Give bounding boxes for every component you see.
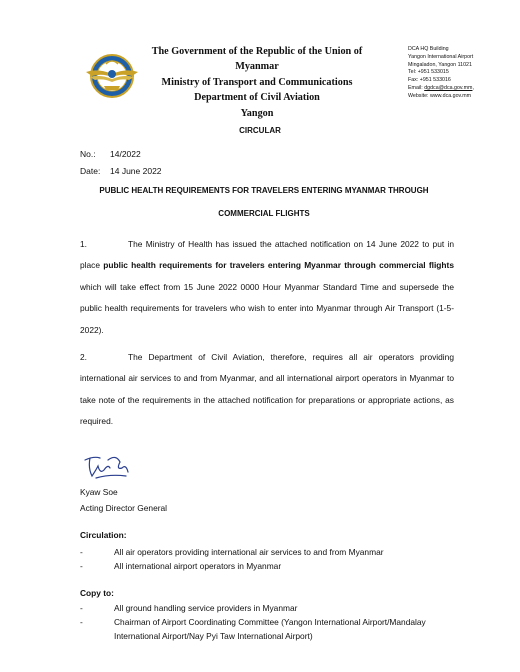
email-label: Email: [408, 84, 425, 91]
list-item [80, 545, 450, 559]
signatory-block [80, 484, 167, 516]
email-line [408, 85, 518, 93]
signatory-title: Acting Director General [80, 503, 168, 513]
circulation-list [80, 545, 450, 573]
signature-icon [82, 452, 132, 484]
circular-date-row [80, 163, 162, 180]
circular-meta [80, 146, 162, 179]
number-label: No.: [80, 149, 96, 159]
number-value: 14/2022 [110, 149, 141, 159]
paragraph-text: which will take effect from 15 June 2022 0000 Hour Myanmar Standard Time and supersede the public health requirements for travelers who wish to enter into Myanmar through Air Transport (1-5-2022). [80, 281, 454, 335]
list-item-text: Chairman of Airport Coordinating Committee (Yangon International Airport/Mandalay International Airport/Nay Pyi Taw International Airport) [114, 617, 426, 641]
dca-emblem-icon [82, 46, 142, 106]
contact-line: DCA HQ Building [408, 46, 449, 52]
date-label: Date: [80, 165, 101, 176]
bullet: - [80, 561, 83, 571]
org-line: Yangon [240, 107, 274, 119]
date-value: 14 June 2022 [110, 165, 162, 176]
list-item-text: All international airport operators in Myanmar [114, 561, 282, 571]
subject-line-1: PUBLIC HEALTH REQUIREMENTS FOR TRAVELERS ENTERING MYANMAR THROUGH [99, 186, 429, 195]
org-line: The Government of the Republic of the Union of Myanmar [151, 46, 363, 73]
list-item [80, 559, 450, 573]
paragraph-text: The Ministry of Health has issued the attached notification on 14 June 2022 to put in place [80, 239, 454, 271]
paragraph-2 [80, 347, 454, 433]
list-item [80, 601, 450, 615]
contact-block [408, 46, 518, 101]
circulation-heading: Circulation: [80, 530, 127, 540]
email-link[interactable]: dgdca@dca.gov.mm [424, 84, 473, 91]
bullet: - [80, 547, 83, 557]
org-line: Ministry of Transport and Communications [161, 76, 353, 88]
contact-line: Mingaladon, Yangon 11021 [408, 61, 472, 68]
copy-to-heading: Copy to: [80, 588, 114, 598]
bullet: - [80, 603, 83, 613]
circular-number-row [80, 146, 162, 163]
list-item-text: All ground handling service providers in Myanmar [114, 603, 298, 613]
list-item [80, 615, 450, 643]
paragraph-number: 1. [80, 239, 87, 249]
paragraph-bold-text: public health requirements for travelers entering Myanmar through commercial flights [103, 260, 454, 271]
list-item-text: All air operators providing international air services to and from Myanmar [114, 547, 384, 557]
subject-line-2: COMMERCIAL FLIGHTS [218, 209, 310, 218]
signatory-name: Kyaw Soe [80, 487, 118, 497]
document-type-heading: CIRCULAR [239, 126, 281, 135]
contact-line: Yangon International Airport [408, 53, 474, 60]
contact-line: Fax: +951 533016 [408, 77, 451, 84]
organisation-block [134, 44, 380, 121]
email-suffix: , [472, 84, 474, 91]
bullet: - [80, 617, 83, 627]
contact-line: Tel: +951 533015 [408, 69, 449, 76]
paragraph-text: The Department of Civil Aviation, therefore, requires all air operators providing international air services to and from Myanmar, and all international airport operators in Myanmar to take note of the requirements in the attached notification for preparations or appropriate actions, as required. [80, 352, 454, 427]
website-line[interactable]: Website: www.dca.gov.mm [408, 92, 472, 99]
paragraph-1 [80, 234, 454, 341]
org-line: Department of Civil Aviation [194, 92, 320, 104]
copy-to-list [80, 601, 450, 643]
paragraph-number: 2. [80, 352, 87, 362]
